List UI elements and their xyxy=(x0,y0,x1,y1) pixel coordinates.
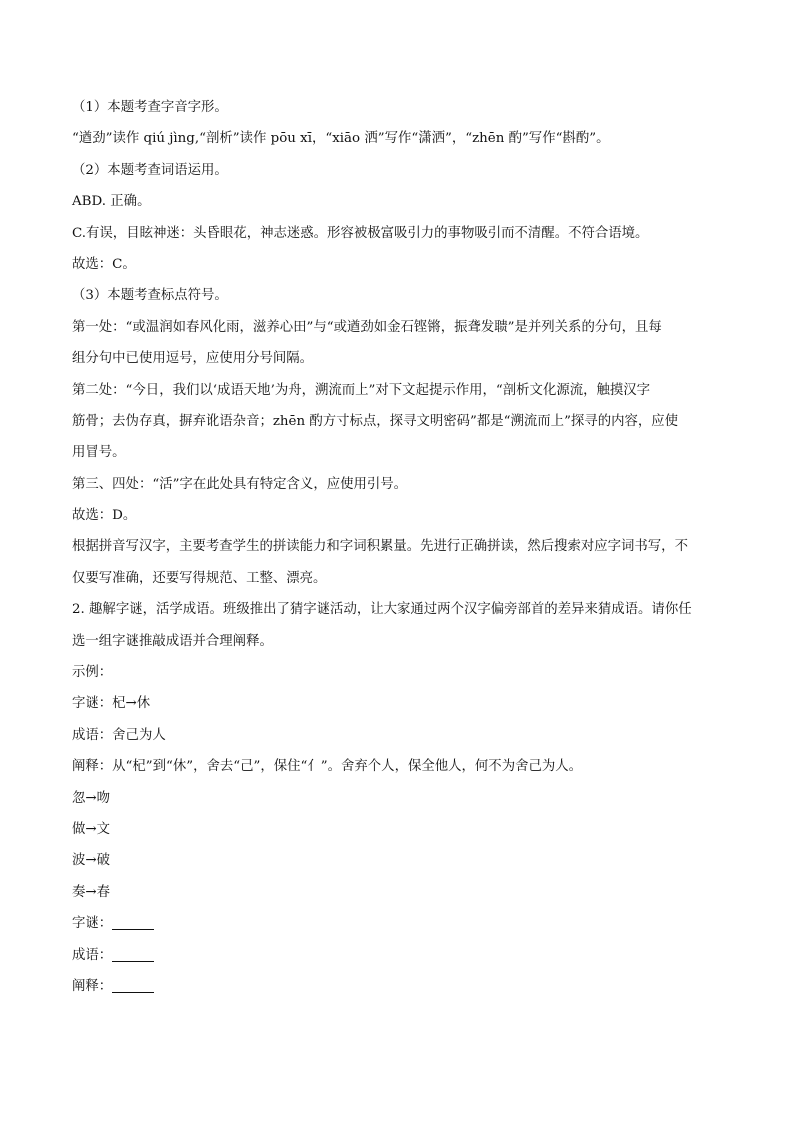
example-riddle: 字谜：杞→休 xyxy=(72,696,151,712)
q2-answer: 故选：C。 xyxy=(72,256,136,272)
question-2-line-1: 2. 趣解字谜，活学成语。班级推出了猜字谜活动，让大家通过两个汉字偏旁部首的差异来猜成语。请你任 xyxy=(72,602,692,618)
q3-second-point-line-3: 用冒号。 xyxy=(72,445,126,461)
q3-first-point-line-2: 组分句中已使用逗号，应使用分号间隔。 xyxy=(72,351,314,367)
summary-paragraph xyxy=(72,537,722,588)
q3-second-point xyxy=(72,381,722,464)
answer-idiom-label: 成语： xyxy=(72,947,113,963)
answer-riddle-blank[interactable] xyxy=(112,915,154,930)
example-explanation: 阐释：从“杞”到“休”，舍去“己”，保住“亻”。舍弃个人，保全他人，何不为舍己为人。 xyxy=(72,759,583,775)
q3-answer: 故选：D。 xyxy=(72,508,137,524)
q2-option-abd: ABD. 正确。 xyxy=(72,194,151,210)
q3-first-point-line-1: 第一处：“或温润如春风化雨，滋养心田”与“或遒劲如金石铿锵，振聋发聩”是并列关系的分句，且每 xyxy=(72,319,662,335)
q3-second-point-line-2: 筋骨；去伪存真，摒弃讹语杂音；zhēn 酌方寸标点，探寻文明密码”都是“溯流而上”探寻的内容，应使 xyxy=(72,413,679,429)
riddle-pair-4: 奏→春 xyxy=(72,884,111,900)
answer-explain-row xyxy=(72,977,722,997)
q3-second-point-line-1: 第二处：“今日，我们以‘成语天地’为舟，溯流而上”对下文起提示作用，“剖析文化源流，触摸汉字 xyxy=(72,382,651,398)
answer-idiom-row xyxy=(72,946,722,966)
q1-body: “遒劲”读作 qiú jìng,“剖析”读作 pōu xī，“xiāo 洒”写作“潇洒”，“zhēn 酌”写作“斟酌”。 xyxy=(72,131,610,147)
question-2-prompt xyxy=(72,600,722,651)
q3-first-point xyxy=(72,318,722,369)
question-2-line-2: 选一组字谜推敲成语并合理阐释。 xyxy=(72,633,273,649)
document-page xyxy=(72,98,722,1008)
q3-title: （3）本题考查标点符号。 xyxy=(72,288,228,304)
summary-line-1: 根据拼音写汉字，主要考查学生的拼读能力和字词积累量。先进行正确拼读，然后搜索对应字词书写，不 xyxy=(72,539,688,555)
example-idiom: 成语：舍己为人 xyxy=(72,727,166,743)
answer-explain-label: 阐释： xyxy=(72,978,113,994)
riddle-pair-3: 波→破 xyxy=(72,853,111,869)
answer-explain-blank[interactable] xyxy=(112,978,154,993)
riddle-pair-1: 忽→吻 xyxy=(72,790,111,806)
summary-line-2: 仅要写准确，还要写得规范、工整、漂亮。 xyxy=(72,570,327,586)
example-label: 示例： xyxy=(72,665,113,681)
answer-idiom-blank[interactable] xyxy=(112,947,154,962)
q3-third-point: 第三、四处：“活”字在此处具有特定含义，应使用引号。 xyxy=(72,476,408,492)
q2-option-c: C.有误，目眩神迷：头昏眼花，神志迷惑。形容被极富吸引力的事物吸引而不清醒。不符合语境。 xyxy=(72,225,649,241)
answer-riddle-label: 字谜： xyxy=(72,916,113,932)
q1-title: （1）本题考查字音字形。 xyxy=(72,100,228,115)
q2-title: （2）本题考查词语运用。 xyxy=(72,162,228,178)
riddle-pair-2: 做→文 xyxy=(72,821,111,837)
answer-riddle-row xyxy=(72,914,722,934)
